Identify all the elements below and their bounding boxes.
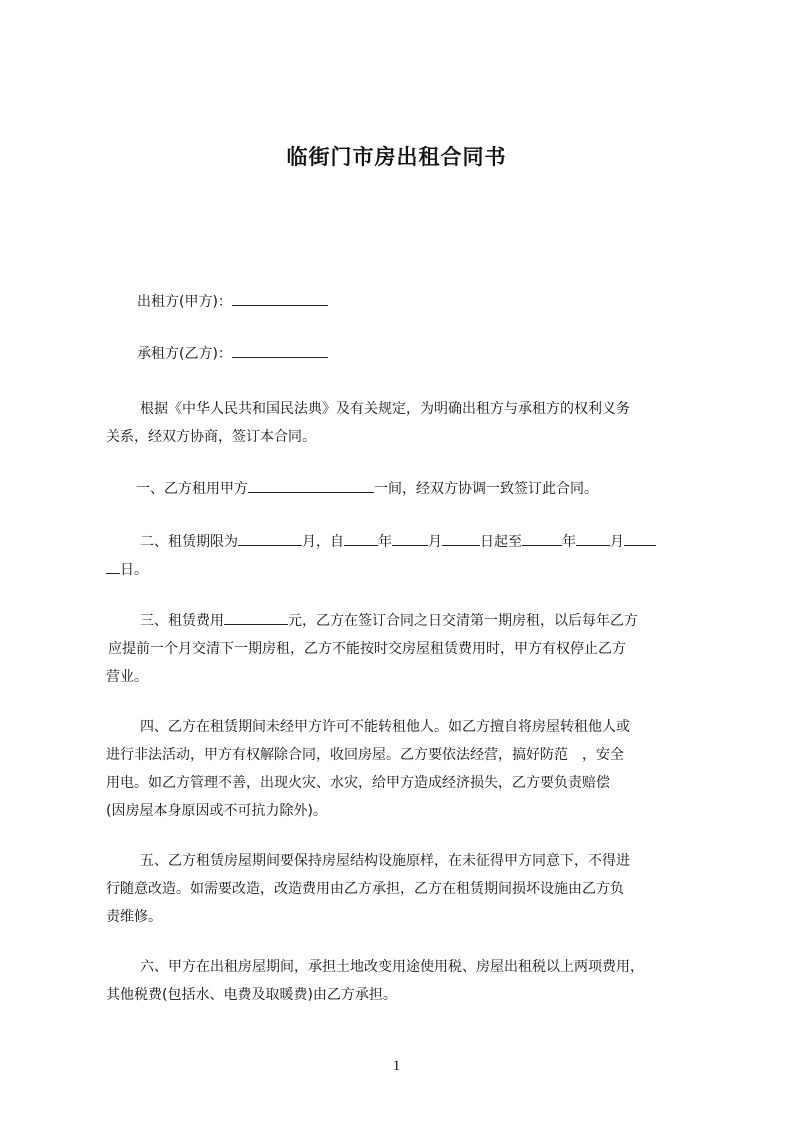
clause-5-line-1: 五、乙方租赁房屋期间要保持房屋结构设施原样，在未征得甲方同意下，不得进 bbox=[140, 853, 630, 869]
page-number: 1 bbox=[392, 1058, 401, 1074]
clause-3-text-2: 元，乙方在签订合同之日交清第一期房租，以后每年乙方 bbox=[288, 613, 638, 629]
clause-2-blank-start-month bbox=[392, 531, 428, 546]
lessee-field bbox=[137, 343, 328, 364]
clause-3-text-1: 三、租赁费用 bbox=[140, 613, 224, 629]
lessee-blank bbox=[232, 343, 328, 358]
clause-2-blank-start-year bbox=[344, 531, 378, 546]
clause-6-line-2: 其他税费(包括水、电费及取暖费)由乙方承担。 bbox=[106, 987, 397, 1003]
clause-1-text-a: 一、乙方租用甲方 bbox=[136, 481, 248, 497]
intro-line-1: 根据《中华人民共和国民法典》及有关规定，为明确出租方与承租方的权利义务 bbox=[140, 401, 630, 417]
clause-2-text-3: 年 bbox=[378, 534, 392, 550]
clause-1-line bbox=[106, 475, 701, 503]
intro-line-2: 关系，经双方协商，签订本合同。 bbox=[106, 429, 316, 445]
clause-2-text-2: 月，自 bbox=[302, 534, 344, 550]
lessor-blank bbox=[232, 291, 328, 306]
clause-2-blank-end-day-b bbox=[106, 559, 120, 574]
clause-2-text-7: 月 bbox=[610, 534, 624, 550]
clause-3 bbox=[106, 607, 701, 691]
clause-4 bbox=[106, 713, 701, 825]
clause-2-text-1: 二、租赁期限为 bbox=[140, 534, 238, 550]
clause-1-text-b: 一间，经双方协调一致签订此合同。 bbox=[374, 481, 598, 497]
clause-2 bbox=[106, 528, 701, 584]
clause-3-blank-fee bbox=[224, 610, 288, 625]
clause-2-blank-start-day bbox=[442, 531, 480, 546]
clause-2-blank-end-day-a bbox=[624, 531, 656, 546]
clause-5-line-3: 责维修。 bbox=[106, 909, 162, 925]
lessor-label: 出租方(甲方)： bbox=[137, 294, 232, 310]
clause-1 bbox=[106, 475, 701, 503]
clause-2-line-2 bbox=[106, 556, 701, 584]
clause-5-line-2: 行随意改造。如需要改造，改造费用由乙方承担，乙方在租赁期间损坏设施由乙方负 bbox=[106, 881, 624, 897]
intro-paragraph bbox=[106, 395, 701, 451]
clause-2-line-1 bbox=[106, 528, 701, 556]
clause-2-blank-months bbox=[238, 531, 302, 546]
clause-2-text-6: 年 bbox=[562, 534, 576, 550]
clause-3-line-1 bbox=[106, 607, 701, 635]
clause-2-blank-end-month bbox=[576, 531, 610, 546]
clause-2-blank-end-year bbox=[522, 531, 562, 546]
clause-4-line-2: 进行非法活动，甲方有权解除合同，收回房屋。乙方要依法经营，搞好防范 ，安全 bbox=[106, 747, 624, 763]
clause-1-blank bbox=[248, 478, 374, 493]
clause-4-line-4: (因房屋本身原因或不可抗力除外)。 bbox=[106, 803, 327, 819]
contract-title: 临街门市房出租合同书 bbox=[286, 145, 507, 169]
clause-3-line-2: 应提前一个月交清下一期房租，乙方不能按时交房屋租赁费用时，甲方有权停止乙方 bbox=[108, 641, 626, 657]
clause-2-text-4: 月 bbox=[428, 534, 442, 550]
lessee-label: 承租方(乙方)： bbox=[137, 346, 232, 362]
clause-6-line-1: 六、甲方在出租房屋期间，承担土地改变用途使用税、房屋出租税以上两项费用， bbox=[140, 959, 644, 975]
lessor-field bbox=[137, 291, 328, 312]
clause-5 bbox=[106, 847, 701, 931]
clause-3-line-3: 营业。 bbox=[106, 669, 148, 685]
clause-2-text-5: 日起至 bbox=[480, 534, 522, 550]
clause-2-text-8: 日。 bbox=[120, 562, 148, 578]
clause-4-line-1: 四、乙方在租赁期间未经甲方许可不能转租他人。如乙方擅自将房屋转租他人或 bbox=[140, 719, 630, 735]
clause-6 bbox=[106, 953, 701, 1009]
clause-4-line-3: 用电。如乙方管理不善，出现火灾、水灾，给甲方造成经济损失，乙方要负责赔偿 bbox=[106, 775, 610, 791]
